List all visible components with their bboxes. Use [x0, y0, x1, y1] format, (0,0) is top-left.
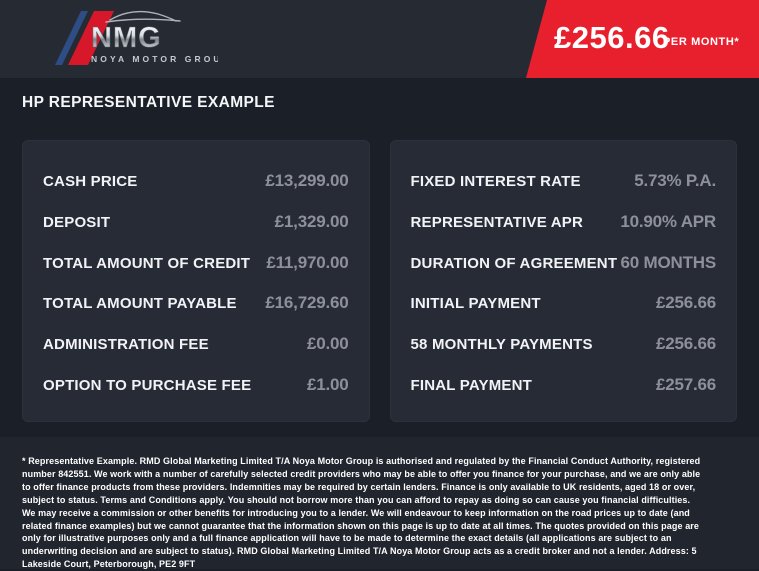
table-row — [411, 293, 717, 313]
table-row — [411, 375, 717, 395]
finance-row-label: FINAL PAYMENT — [410, 376, 533, 394]
finance-row-label: REPRESENTATIVE APR — [410, 213, 584, 231]
header — [0, 0, 759, 78]
finance-row-label: TOTAL AMOUNT OF CREDIT — [43, 254, 251, 272]
finance-row-label: TOTAL AMOUNT PAYABLE — [43, 295, 237, 313]
finance-row-value: £256.66 — [655, 334, 716, 354]
table-row — [43, 253, 349, 273]
table-row — [43, 334, 349, 354]
brand-tagline: NOYA MOTOR GROUP — [91, 54, 218, 64]
finance-row-value: £13,299.00 — [265, 171, 349, 190]
finance-row-value: £1.00 — [306, 374, 349, 394]
finance-panels — [22, 140, 737, 422]
monthly-price-period: PER MONTH* — [663, 36, 740, 48]
finance-row-value: 10.90% APR — [620, 211, 716, 231]
table-row — [411, 253, 717, 273]
finance-row-label: DEPOSIT — [43, 213, 111, 231]
brand-name: NMG — [91, 22, 162, 54]
nmg-logo-icon — [50, 7, 218, 69]
finance-row-label: FIXED INTEREST RATE — [410, 173, 581, 190]
table-row — [43, 375, 349, 395]
finance-row-value: £257.66 — [655, 374, 716, 394]
table-row — [411, 212, 717, 232]
footer — [0, 437, 759, 569]
page-title: HP REPRESENTATIVE EXAMPLE — [22, 94, 275, 111]
finance-panel-left — [22, 140, 370, 422]
monthly-price: £256.66 — [554, 20, 670, 55]
finance-row-label: CASH PRICE — [43, 173, 138, 190]
finance-row-label: OPTION TO PURCHASE FEE — [43, 376, 252, 394]
finance-row-value: 60 MONTHS — [620, 252, 716, 272]
finance-row-label: 58 MONTHLY PAYMENTS — [410, 336, 593, 354]
table-row — [43, 171, 349, 191]
table-row — [411, 171, 717, 191]
finance-row-value: 5.73% P.A. — [634, 171, 716, 190]
table-row — [43, 293, 349, 313]
table-row — [43, 212, 349, 232]
finance-row-value: £16,729.60 — [265, 293, 349, 313]
finance-panel-right — [390, 140, 738, 422]
finance-row-value: £0.00 — [306, 334, 349, 354]
brand-logo — [50, 7, 218, 74]
finance-row-value: £11,970.00 — [266, 252, 349, 272]
finance-row-value: £1,329.00 — [274, 211, 349, 231]
table-row — [411, 334, 717, 354]
finance-row-label: INITIAL PAYMENT — [410, 295, 541, 313]
finance-row-value: £256.66 — [655, 293, 716, 313]
finance-row-label: ADMINISTRATION FEE — [43, 336, 209, 354]
car-icon — [106, 12, 180, 22]
finance-row-label: DURATION OF AGREEMENT — [410, 254, 618, 272]
legal-disclaimer: * Representative Example. RMD Global Marketing Limited T/A Noya Motor Group is authorised and regulated by the Financial Conduct Authority, registered number 842551. We work with a number of carefully selected credit providers who may be able to offer you finance for your purchase, and we are only able to offer finance products from these providers. Indemnities may be required by certain lenders. Finance is only available to UK residents, aged 18 or over, subject to status. Terms and Conditions apply. You should not borrow more than you can afford to repay as doing so can cause you financial difficulties. We may receive a commission or other benefits for introducing you to a lender. We will endeavour to keep information on the road prices up to date (and related finance examples) but we cannot guarantee that the information shown on this page is up to date at all times. The quotes provided on this page are only for illustrative purposes only and a full finance application will have to be made to determine the exact details (all applications are subject to an underwriting decision and are subject to status). RMD Global Marketing Limited T/A Noya Motor Group acts as a credit broker and not a lender. Address: 5 Lakeside Court, Peterborough, PE2 9FT — [22, 456, 701, 570]
